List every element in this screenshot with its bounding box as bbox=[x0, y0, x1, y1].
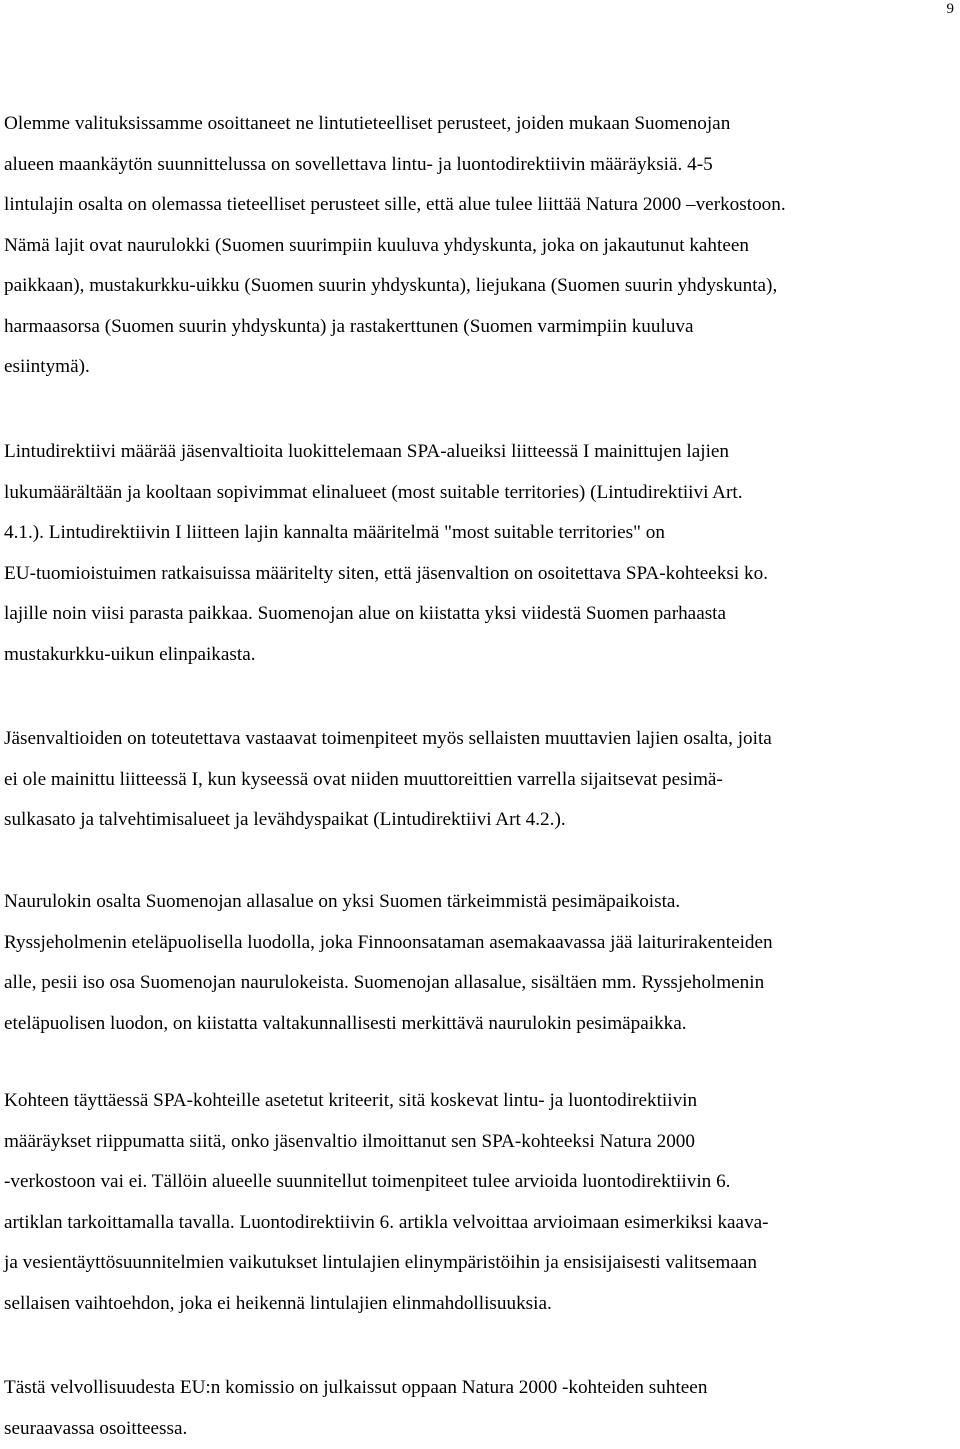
text-line: ei ole mainittu liitteessä I, kun kyseessä ovat niiden muuttoreittien varrella sijaitsevat pesimä- bbox=[4, 760, 958, 801]
text-line: alueen maankäytön suunnittelussa on sovellettava lintu- ja luontodirektiivin määräyksiä. 4-5 bbox=[4, 145, 958, 186]
page-number: 9 bbox=[947, 0, 955, 18]
text-line: mustakurkku-uikun elinpaikasta. bbox=[4, 635, 958, 676]
text-line: seuraavassa osoitteessa. bbox=[4, 1409, 958, 1449]
paragraph-commission-guide bbox=[4, 1368, 958, 1449]
paragraph-spa-obligations bbox=[4, 1081, 958, 1324]
text-line: Jäsenvaltioiden on toteutettava vastaavat toimenpiteet myös sellaisten muuttavien lajien osalta, joita bbox=[4, 719, 958, 760]
text-line: lajille noin viisi parasta paikkaa. Suomenojan alue on kiistatta yksi viidestä Suomen parhaasta bbox=[4, 594, 958, 635]
text-line: lintulajin osalta on olemassa tieteelliset perusteet sille, että alue tulee liittää Natura 2000 –verkostoon. bbox=[4, 185, 958, 226]
text-line: Ryssjeholmenin eteläpuolisella luodolla, joka Finnoonsataman asemakaavassa jää laiturirakenteiden bbox=[4, 923, 958, 964]
text-line: alle, pesii iso osa Suomenojan naurulokeista. Suomenojan allasalue, sisältäen mm. Ryssjeholmenin bbox=[4, 963, 958, 1004]
paragraph-bird-directive-spa bbox=[4, 432, 958, 675]
text-line: paikkaan), mustakurkku-uikku (Suomen suurin yhdyskunta), liejukana (Suomen suurin yhdyskunta), bbox=[4, 266, 958, 307]
paragraph-black-headed-gull bbox=[4, 882, 958, 1044]
text-line: määräykset riippumatta siitä, onko jäsenvaltio ilmoittanut sen SPA-kohteeksi Natura 2000 bbox=[4, 1122, 958, 1163]
text-line: Nämä lajit ovat naurulokki (Suomen suurimpiin kuuluva yhdyskunta, joka on jakautunut kahteen bbox=[4, 226, 958, 267]
text-line: ja vesientäyttösuunnitelmien vaikutukset lintulajien elinympäristöihin ja ensisijaisesti valitsemaan bbox=[4, 1243, 958, 1284]
text-line: Kohteen täyttäessä SPA-kohteille asetetut kriteerit, sitä koskevat lintu- ja luontodirektiivin bbox=[4, 1081, 958, 1122]
text-line: eteläpuolisen luodon, on kiistatta valtakunnallisesti merkittävä naurulokin pesimäpaikka. bbox=[4, 1004, 958, 1045]
text-line: -verkostoon vai ei. Tällöin alueelle suunnitellut toimenpiteet tulee arvioida luontodirektiivin 6. bbox=[4, 1162, 958, 1203]
text-line: EU-tuomioistuimen ratkaisuissa määritelty siten, että jäsenvaltion on osoitettava SPA-kohteeksi ko. bbox=[4, 554, 958, 595]
paragraph-migratory-species bbox=[4, 719, 958, 841]
text-line: Lintudirektiivi määrää jäsenvaltioita luokittelemaan SPA-alueiksi liitteessä I mainittujen lajien bbox=[4, 432, 958, 473]
text-line: 4.1.). Lintudirektiivin I liitteen lajin kannalta määritelmä "most suitable territories" on bbox=[4, 513, 958, 554]
paragraph-natura-criteria bbox=[4, 104, 958, 388]
text-line: artiklan tarkoittamalla tavalla. Luontodirektiivin 6. artikla velvoittaa arvioimaan esimerkiksi kaava- bbox=[4, 1203, 958, 1244]
text-line: esiintymä). bbox=[4, 347, 958, 388]
text-line: Olemme valituksissamme osoittaneet ne lintutieteelliset perusteet, joiden mukaan Suomenojan bbox=[4, 104, 958, 145]
text-line: harmaasorsa (Suomen suurin yhdyskunta) ja rastakerttunen (Suomen varmimpiin kuuluva bbox=[4, 307, 958, 348]
text-line: Naurulokin osalta Suomenojan allasalue on yksi Suomen tärkeimmistä pesimäpaikoista. bbox=[4, 882, 958, 923]
text-line: Tästä velvollisuudesta EU:n komissio on julkaissut oppaan Natura 2000 -kohteiden suhteen bbox=[4, 1368, 958, 1409]
text-line: sellaisen vaihtoehdon, joka ei heikennä lintulajien elinmahdollisuuksia. bbox=[4, 1284, 958, 1325]
text-line: lukumäärältään ja kooltaan sopivimmat elinalueet (most suitable territories) (Lintudirektiivi Art. bbox=[4, 473, 958, 514]
text-line: sulkasato ja talvehtimisalueet ja levähdyspaikat (Lintudirektiivi Art 4.2.). bbox=[4, 800, 958, 841]
